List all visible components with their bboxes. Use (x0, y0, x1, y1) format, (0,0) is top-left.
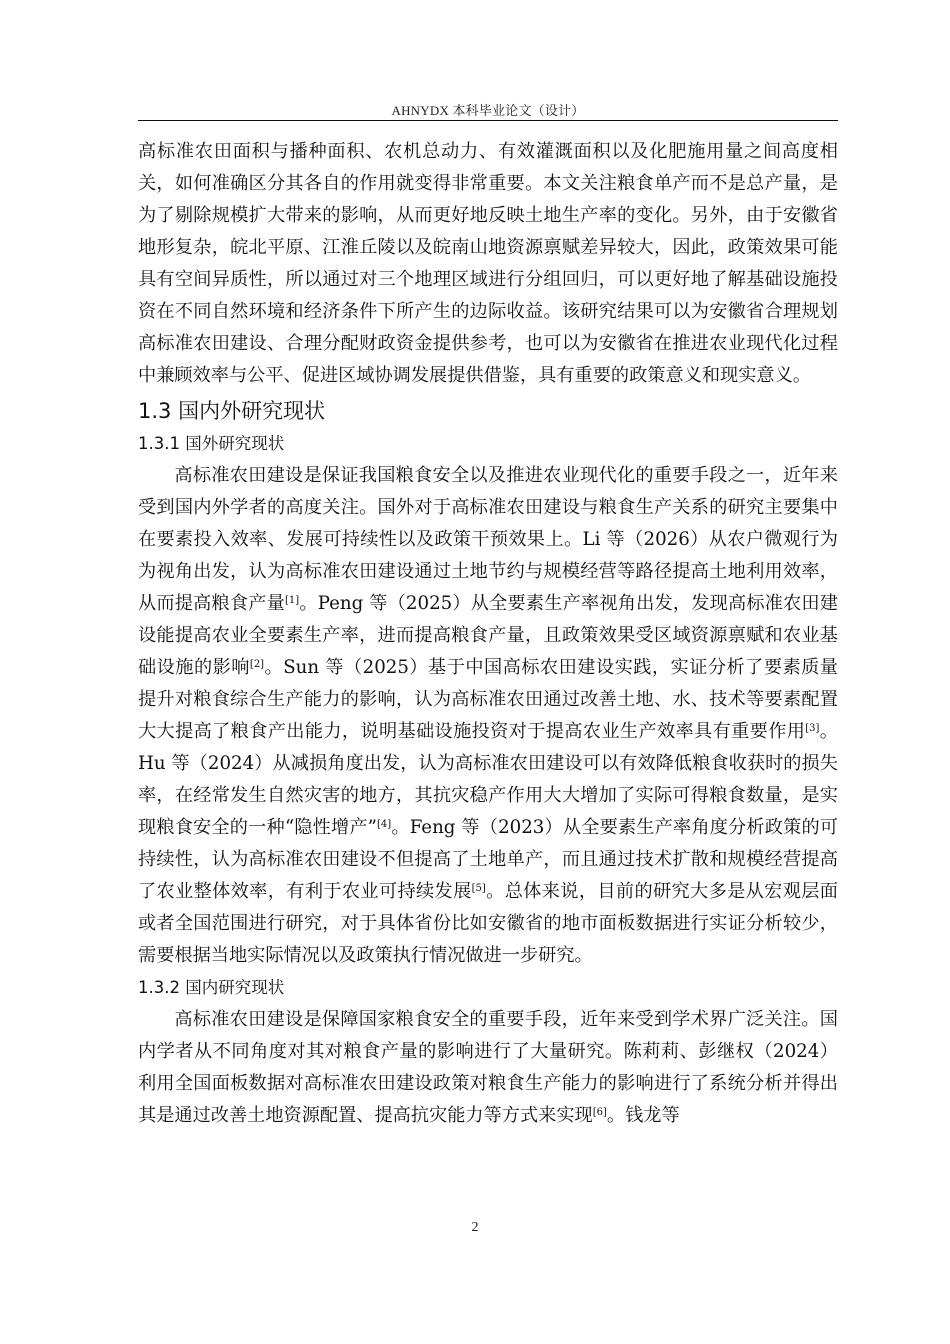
section-heading-1-3: 1.3 国内外研究现状 (138, 399, 326, 423)
intro-paragraph: 高标准农田面积与播种面积、农机总动力、有效灌溉面积以及化肥施用量之间高度相关，如何准确区分其各自的作用就变得非常重要。本文关注粮食单产而不是总产量，是为了剔除规模扩大带来的影响，从而更好地反映土地生产率的变化。另外，由于安徽省地形复杂，皖北平原、江淮丘陵以及皖南山地资源禀赋差异较大，因此，政策效果可能具有空间异质性，所以通过对三个地理区域进行分组回归，可以更好地了解基础设施投资在不同自然环境和经济条件下所产生的边际收益。该研究结果可以为安徽省合理规划高标准农田建设、合理分配财政资金提供参考，也可以为安徽省在推进农业现代化过程中兼顾效率与公平、促进区域协调发展提供借鉴，具有重要的政策意义和现实意义。 (138, 141, 838, 386)
paragraph-text: 。钱龙等 (606, 1105, 680, 1126)
paragraph-text: 。Sun 等（2025）基于中国高标农田建设实践，实证分析了要素质量提升对粮食综合生产能力的影响，认为高标准农田通过改善土地、水、技术等要素配置大大提高了粮食产出能力，说明基础设施投资对于提高农业生产效率具有重要作用 (138, 657, 838, 742)
paragraph-text: 高标准农田建设是保障国家粮食安全的重要手段，近年来受到学术界广泛关注。国内学者从不同角度对其对粮食产量的影响进行了大量研究。陈莉莉、彭继权（2024）利用全国面板数据对高标准农田建设政策对粮食生产能力的影响进行了系统分析并得出其是通过改善土地资源配置、提高抗灾能力等方式来实现 (138, 1009, 838, 1126)
paragraph-text: 。总体来说，目前的研究大多是从宏观层面或者全国范围进行研究，对于具体省份比如安徽省的地市面板数据进行实证分析较少，需要根据当地实际情况以及政策执行情况做进一步研究。 (138, 881, 838, 966)
citation-ref[interactable]: [3] (805, 723, 820, 734)
running-header: AHNYDX 本科毕业论文（设计） (391, 103, 585, 118)
section-heading-1-3-1: 1.3.1 国外研究现状 (138, 434, 285, 453)
paragraph-text: 。Peng 等（2025）从全要素生产率视角出发，发现高标准农田建设能提高农业全要素生产率，进而提高粮食产量，且政策效果受区域资源禀赋和农业基础设施的影响 (138, 593, 838, 678)
paragraph-text: 。Feng 等（2023）从全要素生产率角度分析政策的可持续性，认为高标准农田建设不但提高了土地单产，而且通过技术扩散和规模经营提高了农业整体效率，有利于农业可持续发展 (138, 817, 839, 902)
domestic-research-paragraph (138, 1004, 838, 1132)
paragraph-text: 高标准农田建设是保证我国粮食安全以及推进农业现代化的重要手段之一，近年来受到国内外学者的高度关注。国外对于高标准农田建设与粮食生产关系的研究主要集中在要素投入效率、发展可持续性以及政策干预效果上。Li 等（2026）从农户微观行为为视角出发，认为高标准农田建设通过土地节约与规模经营等路径提高土地利用效率，从而提高粮食产量 (138, 465, 838, 614)
citation-ref[interactable]: [4] (377, 819, 392, 830)
page-number: 2 (471, 1220, 479, 1235)
citation-ref[interactable]: [5] (471, 883, 486, 894)
citation-ref[interactable]: [1] (284, 595, 300, 606)
foreign-research-paragraph (138, 460, 838, 972)
page-body (138, 136, 838, 1132)
paragraph-text: 。Hu 等（2024）从减损角度出发，认为高标准农田建设可以有效降低粮食收获时的损失率，在经常发生自然灾害的地方，其抗灾稳产作用大大增加了实际可得粮食数量，是实现粮食安全的一种“隐性增产” (138, 721, 838, 838)
citation-ref[interactable]: [2] (249, 659, 265, 670)
citation-ref[interactable]: [6] (592, 1107, 607, 1118)
section-heading-1-3-2: 1.3.2 国内研究现状 (138, 978, 285, 997)
header-rule (138, 120, 838, 121)
